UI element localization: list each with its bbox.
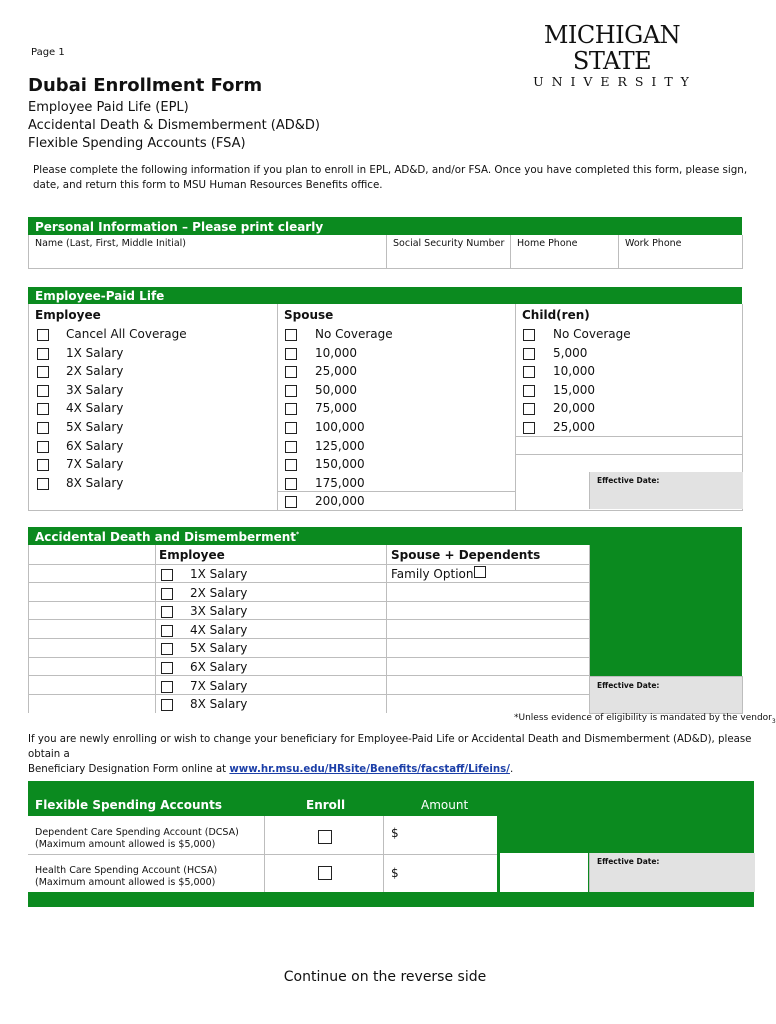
hcsa-name: Health Care Spending Account (HCSA)	[35, 865, 218, 876]
epl-child-option-label: 20,000	[553, 401, 595, 416]
dcsa-currency: $	[391, 826, 399, 840]
logo-line-1: MICHIGAN STATE	[543, 21, 681, 75]
epl-children-header: Child(ren)	[522, 308, 590, 322]
epl-spouse-option-checkbox[interactable]	[285, 496, 297, 508]
add-employee-option-checkbox[interactable]	[161, 681, 173, 693]
work-phone-input[interactable]	[622, 249, 738, 265]
add-employee-option-checkbox[interactable]	[161, 643, 173, 655]
add-footnote-mark: 3	[771, 717, 776, 725]
epl-employee-header: Employee	[35, 308, 101, 322]
epl-spouse-option-label: 175,000	[315, 475, 365, 490]
page-title: Dubai Enrollment Form	[28, 75, 263, 96]
add-employee-option-label: 7X Salary	[190, 678, 248, 693]
epl-child-option-checkbox[interactable]	[523, 366, 535, 378]
epl-employee-option-label: 8X Salary	[66, 475, 124, 490]
epl-employee-option-label: 4X Salary	[66, 401, 124, 416]
add-footnote	[514, 713, 776, 725]
epl-employee-option-label: 7X Salary	[66, 457, 124, 472]
fsa-enroll-header: Enroll	[306, 798, 346, 812]
footer-continue: Continue on the reverse side	[283, 969, 487, 985]
fsa-effective-date-box[interactable]	[589, 853, 755, 892]
add-table	[28, 545, 590, 713]
name-input[interactable]	[33, 249, 382, 265]
subtitle-list	[28, 99, 320, 153]
add-employee-option-label: 6X Salary	[190, 660, 248, 674]
subtitle-fsa: Flexible Spending Accounts (FSA)	[28, 136, 246, 151]
epl-employee-option-checkbox[interactable]	[37, 329, 49, 341]
epl-spouse-option-checkbox[interactable]	[285, 329, 297, 341]
add-employee-option-checkbox[interactable]	[161, 569, 173, 581]
epl-employee-option-checkbox[interactable]	[37, 348, 49, 360]
personal-info-header	[28, 217, 742, 235]
hcsa-note: (Maximum amount allowed is $5,000)	[35, 877, 216, 888]
epl-employee-option-checkbox[interactable]	[37, 478, 49, 490]
ssn-field-label: Social Security Number	[393, 238, 505, 249]
add-employee-option-label: 8X Salary	[190, 697, 248, 712]
dcsa-enroll-checkbox[interactable]	[318, 830, 332, 844]
fsa-amount-header: Amount	[421, 798, 469, 812]
beneficiary-line-2	[28, 762, 758, 777]
beneficiary-form-link[interactable]: www.hr.msu.edu/HRsite/Benefits/facstaff/Lifeins/	[229, 764, 510, 775]
epl-child-option-label: 25,000	[553, 420, 595, 434]
page-number: Page 1	[31, 47, 65, 58]
subtitle-add: Accidental Death & Dismemberment (AD&D)	[28, 118, 320, 133]
intro-text	[33, 163, 753, 193]
epl-title: Employee-Paid Life	[35, 289, 165, 303]
epl-header	[28, 287, 742, 304]
epl-employee-option-label: 2X Salary	[66, 364, 124, 379]
add-header	[28, 527, 742, 545]
family-option-label: Family Option	[391, 567, 474, 581]
hcsa-enroll-checkbox[interactable]	[318, 866, 332, 880]
beneficiary-line-1: If you are newly enrolling or wish to change your beneficiary for Employee-Paid Life or Accidental Death and Dismemberment (AD&D), please obtain a	[28, 734, 752, 760]
add-footnote-text: *Unless evidence of eligibility is mandated by the vendor	[514, 713, 772, 723]
epl-spouse-option-checkbox[interactable]	[285, 441, 297, 453]
epl-spouse-option-label: 50,000	[315, 382, 357, 397]
add-employee-option-label: 4X Salary	[190, 622, 248, 637]
intro-line-2: date, and return this form to MSU Human Resources Benefits office.	[33, 179, 383, 191]
epl-employee-option-label: 1X Salary	[66, 345, 124, 360]
msu-logo	[515, 22, 709, 90]
epl-child-option-label: No Coverage	[553, 327, 631, 341]
epl-spouse-option-checkbox[interactable]	[285, 459, 297, 471]
epl-spouse-header: Spouse	[284, 308, 334, 322]
epl-child-option-checkbox[interactable]	[523, 348, 535, 360]
epl-spouse-option-label: 25,000	[315, 364, 357, 379]
epl-spouse-option-label: 75,000	[315, 401, 357, 416]
dcsa-label	[35, 827, 239, 851]
epl-effective-date-box[interactable]	[589, 472, 743, 509]
name-field-label: Name (Last, First, Middle Initial)	[35, 238, 187, 249]
epl-spouse-option-label: 100,000	[315, 420, 365, 434]
epl-employee-option-label: 5X Salary	[66, 420, 124, 434]
add-employee-option-label: 5X Salary	[190, 641, 248, 656]
add-employee-header: Employee	[159, 548, 225, 562]
hcsa-label	[35, 865, 217, 889]
epl-employee-option-checkbox[interactable]	[37, 441, 49, 453]
epl-effective-date-label: Effective Date:	[597, 476, 660, 485]
fsa-title: Flexible Spending Accounts	[35, 798, 222, 812]
add-employee-option-checkbox[interactable]	[161, 625, 173, 637]
add-employee-option-checkbox[interactable]	[161, 606, 173, 618]
epl-spouse-option-label: 10,000	[315, 345, 357, 360]
add-title-text: Accidental Death and Dismemberment	[35, 530, 297, 544]
fsa-effective-date-label: Effective Date:	[597, 857, 660, 866]
epl-spouse-option-checkbox[interactable]	[285, 478, 297, 490]
epl-child-option-label: 5,000	[553, 345, 588, 360]
epl-spouse-option-checkbox[interactable]	[285, 348, 297, 360]
fsa-blank-cell	[500, 853, 588, 892]
ssn-input[interactable]	[390, 249, 507, 265]
dcsa-amount-input[interactable]	[402, 822, 492, 848]
dcsa-note: (Maximum amount allowed is $5,000)	[35, 839, 216, 850]
hcsa-currency: $	[391, 866, 399, 880]
home-phone-input[interactable]	[514, 249, 615, 265]
epl-spouse-option-label: 150,000	[315, 457, 365, 472]
hcsa-amount-input[interactable]	[402, 860, 492, 886]
epl-employee-option-checkbox[interactable]	[37, 403, 49, 415]
epl-spouse-option-label: 125,000	[315, 438, 365, 453]
epl-spouse-option-checkbox[interactable]	[285, 422, 297, 434]
epl-spouse-option-checkbox[interactable]	[285, 385, 297, 397]
epl-spouse-option-label: No Coverage	[315, 327, 393, 341]
epl-employee-option-label: Cancel All Coverage	[66, 327, 187, 341]
epl-employee-option-checkbox[interactable]	[37, 422, 49, 434]
add-green-panel	[589, 545, 742, 676]
epl-employee-option-label: 3X Salary	[66, 382, 124, 397]
add-employee-option-checkbox[interactable]	[161, 662, 173, 674]
epl-child-option-checkbox[interactable]	[523, 403, 535, 415]
add-effective-date-box[interactable]	[589, 676, 743, 714]
family-option-checkbox[interactable]	[474, 566, 486, 578]
logo-line-2: U N I V E R S I T Y	[533, 74, 691, 89]
epl-child-option-checkbox[interactable]	[523, 329, 535, 341]
beneficiary-prefix: Beneficiary Designation Form online at	[28, 764, 230, 775]
add-spouse-header: Spouse + Dependents	[391, 548, 541, 562]
home-phone-label: Home Phone	[517, 238, 578, 249]
epl-child-option-checkbox[interactable]	[523, 385, 535, 397]
epl-employee-option-label: 6X Salary	[66, 438, 124, 453]
subtitle-epl: Employee Paid Life (EPL)	[28, 100, 189, 115]
beneficiary-text	[28, 732, 758, 777]
epl-employee-option-checkbox[interactable]	[37, 366, 49, 378]
epl-child-option-checkbox[interactable]	[523, 422, 535, 434]
add-employee-option-label: 2X Salary	[190, 585, 248, 600]
personal-info-table	[28, 235, 743, 269]
epl-child-option-label: 10,000	[553, 364, 595, 379]
add-employee-option-checkbox[interactable]	[161, 699, 173, 711]
epl-employee-option-checkbox[interactable]	[37, 385, 49, 397]
add-effective-date-label: Effective Date:	[597, 681, 660, 690]
add-employee-option-label: 3X Salary	[190, 604, 248, 619]
add-title-mark: *	[296, 531, 300, 538]
epl-spouse-option-label: 200,000	[315, 494, 365, 509]
beneficiary-suffix: .	[509, 764, 514, 775]
epl-spouse-option-checkbox[interactable]	[285, 366, 297, 378]
add-employee-option-label: 1X Salary	[190, 567, 248, 581]
add-employee-option-checkbox[interactable]	[161, 588, 173, 600]
epl-child-option-label: 15,000	[553, 382, 595, 397]
epl-employee-option-checkbox[interactable]	[37, 459, 49, 471]
work-phone-label: Work Phone	[625, 238, 682, 249]
dcsa-name: Dependent Care Spending Account (DCSA)	[35, 827, 239, 838]
epl-spouse-option-checkbox[interactable]	[285, 403, 297, 415]
intro-line-1: Please complete the following information if you plan to enroll in EPL, AD&D, and/or FSA. Once you have completed this form, please sign,	[33, 164, 748, 176]
add-title	[35, 530, 299, 544]
personal-info-title: Personal Information – Please print clearly	[35, 220, 324, 234]
